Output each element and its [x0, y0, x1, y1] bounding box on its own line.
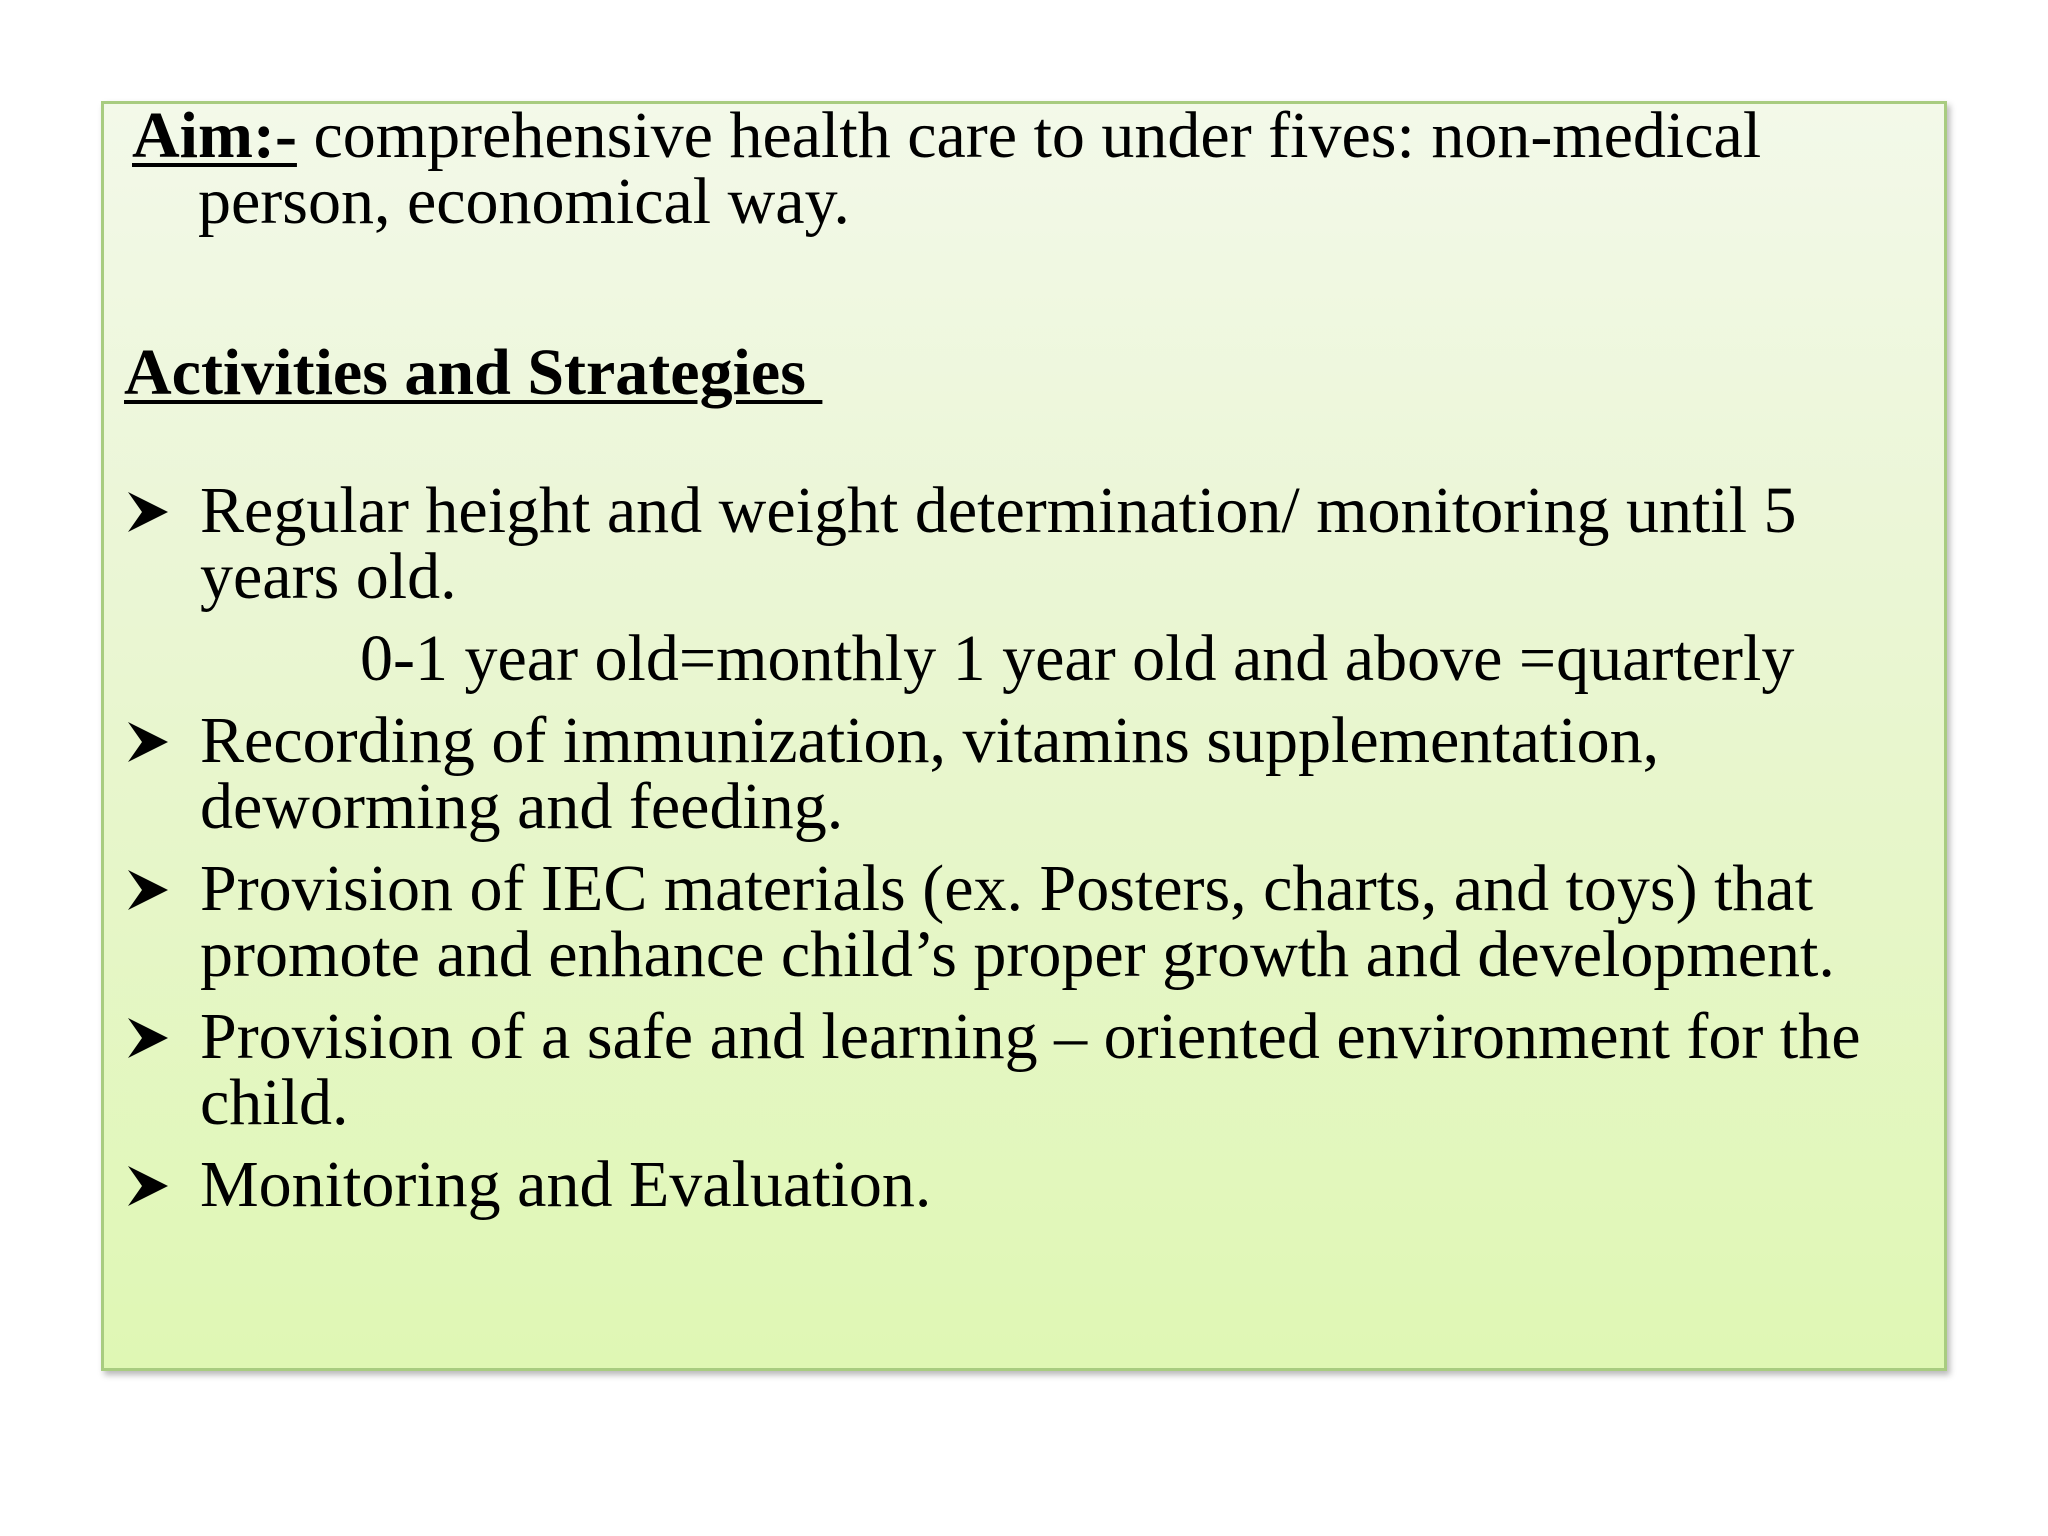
arrowhead-bullet-icon [124, 1014, 172, 1062]
aim-text: comprehensive health care to under fives: non-medical person, economical way. [198, 99, 1762, 238]
schedule-note: 0-1 year old=monthly 1 year old and above =quarterly [360, 622, 1795, 695]
list-item [124, 1148, 1924, 1221]
list-item-text: Regular height and weight determination/ monitoring until 5 years old. [200, 474, 1797, 613]
list-item [124, 474, 1924, 613]
arrowhead-bullet-icon [124, 1162, 172, 1210]
list-item-text: Monitoring and Evaluation. [200, 1148, 932, 1221]
section-heading: Activities and Strategies [124, 336, 823, 409]
aim-paragraph [132, 99, 1918, 238]
arrowhead-bullet-icon [124, 866, 172, 914]
list-item [124, 704, 1924, 843]
arrowhead-bullet-icon [124, 718, 172, 766]
list-item-text: Provision of a safe and learning – oriented environment for the child. [200, 1000, 1861, 1139]
activities-list [124, 474, 1924, 1221]
arrowhead-bullet-icon [124, 488, 172, 536]
list-item [124, 852, 1924, 991]
list-item-text: Recording of immunization, vitamins supplementation, deworming and feeding. [200, 704, 1660, 843]
list-item-text: Provision of IEC materials (ex. Posters, charts, and toys) that promote and enhance child’s proper growth and development. [200, 852, 1835, 991]
aim-label: Aim:- [132, 99, 297, 172]
list-item [124, 1000, 1924, 1139]
